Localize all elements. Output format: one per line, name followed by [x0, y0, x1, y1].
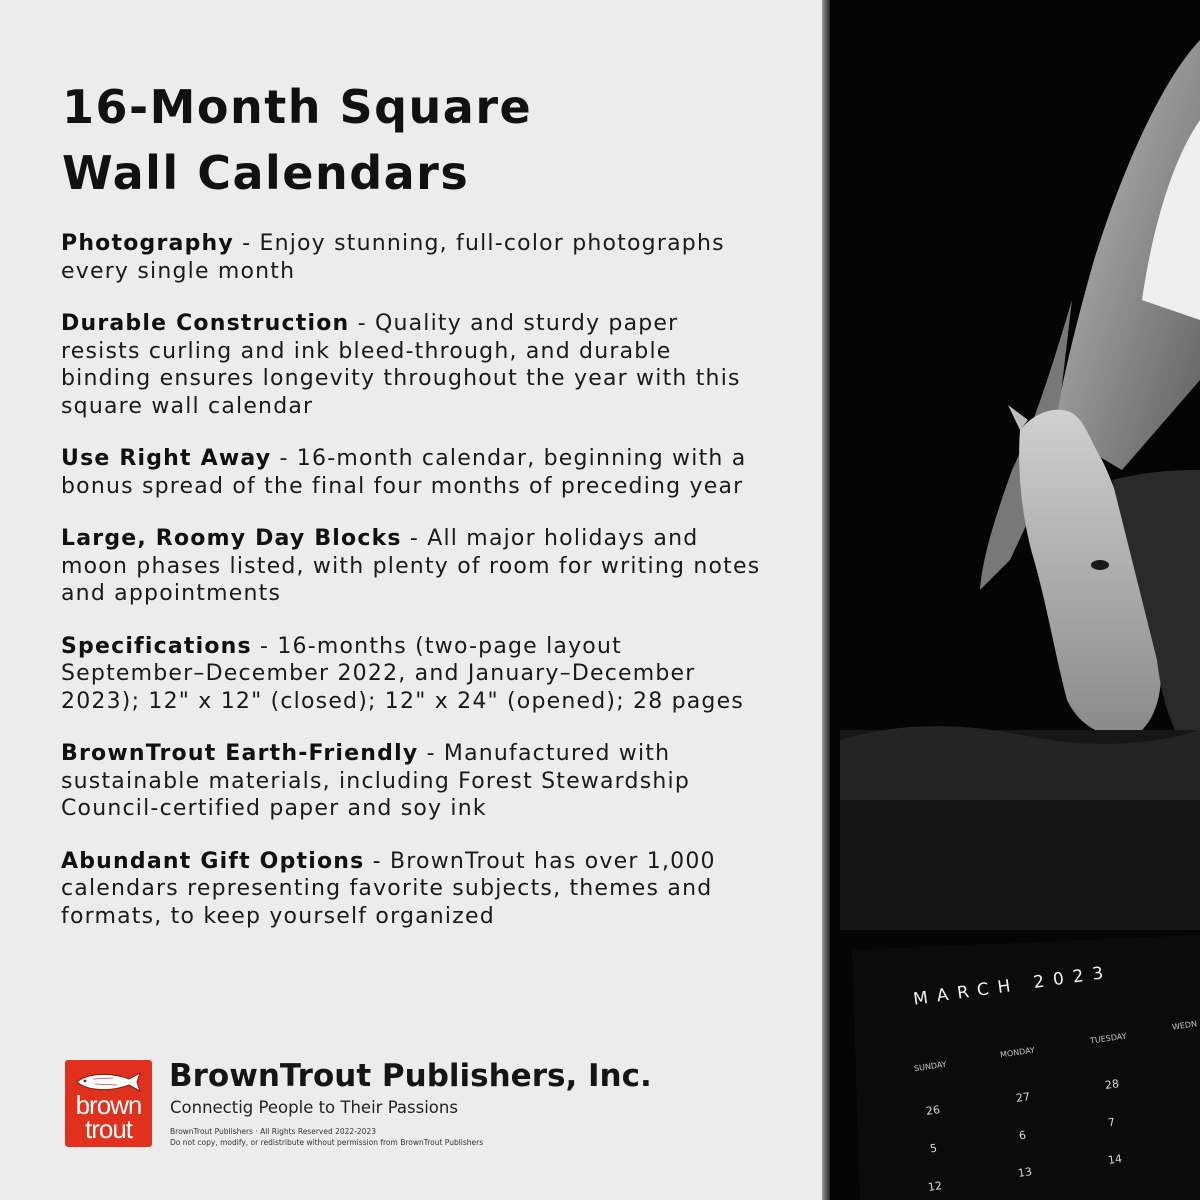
- calendar-day: 13: [1017, 1165, 1033, 1180]
- copyright-line: BrownTrout Publishers · All Rights Reserved 2022-2023: [170, 1127, 376, 1136]
- feature-item: [61, 230, 761, 285]
- feature-text: - 16-month calendar, beginning with a bonus spread of the final four months of preceding year: [61, 446, 747, 499]
- weekday-label: MONDAY: [999, 1045, 1036, 1060]
- title-line-1: 16-Month Square: [62, 80, 533, 134]
- feature-text: - 16-months (two-page layout September–December 2022, and January–December 2023); 12" x 12" (closed); 12" x 24" (opened); 28 pages: [61, 633, 744, 714]
- feature-list: [61, 230, 761, 955]
- browntrout-logo: [65, 1060, 152, 1147]
- feature-text: - Enjoy stunning, full-color photographs every single month: [61, 231, 725, 284]
- feature-item: [61, 740, 761, 823]
- calendar-day: 6: [1018, 1128, 1027, 1143]
- feature-item: [61, 848, 761, 931]
- feature-heading: Photography: [61, 231, 234, 256]
- feature-item: [61, 445, 761, 500]
- calendar-day: 14: [1107, 1152, 1123, 1167]
- calendar-month-title: MARCH 2023: [912, 962, 1114, 1010]
- horse-photo: [822, 0, 1200, 1200]
- feature-heading: Use Right Away: [61, 446, 272, 471]
- publisher-tagline: Connectig People to Their Passions: [170, 1098, 458, 1117]
- copyright-notice: [170, 1126, 483, 1148]
- feature-heading: Large, Roomy Day Blocks: [61, 526, 402, 551]
- weekday-label: SUNDAY: [913, 1059, 948, 1074]
- feature-heading: Durable Construction: [61, 311, 350, 336]
- feature-text: - Manufactured with sustainable materials, including Forest Stewardship Council-certified paper and soy ink: [61, 741, 690, 821]
- feature-heading: Specifications: [61, 633, 252, 659]
- weekday-label: TUESDAY: [1089, 1031, 1128, 1046]
- weekday-label: WEDN: [1171, 1019, 1198, 1032]
- calendar-day: 27: [1015, 1090, 1031, 1105]
- calendar-day: 26: [925, 1103, 941, 1118]
- feature-item: [61, 310, 761, 420]
- calendar-day: 5: [929, 1141, 938, 1156]
- title-line-2: Wall Calendars: [62, 146, 470, 200]
- feature-text: - BrownTrout has over 1,000 calendars representing favorite subjects, themes and formats, to keep yourself organized: [61, 848, 716, 929]
- calendar-day: 12: [927, 1179, 943, 1194]
- page-title: [62, 74, 532, 206]
- copyright-line: Do not copy, modify, or redistribute without permission from BrownTrout Publishers: [170, 1138, 484, 1147]
- logo-word-trout: trout: [84, 1114, 133, 1144]
- calendar-day: 28: [1104, 1077, 1120, 1092]
- calendar-photo-panel: [822, 0, 1200, 1200]
- logo-word-brown: brown: [75, 1090, 142, 1120]
- page-edge-divider: [822, 0, 830, 1200]
- feature-item: [61, 525, 761, 608]
- publisher-name: BrownTrout Publishers, Inc.: [169, 1058, 652, 1094]
- feature-item: [61, 633, 761, 716]
- feature-text: - Quality and sturdy paper resists curling and ink bleed-through, and durable binding ensures longevity throughout the year with this square wall calendar: [61, 311, 741, 419]
- feature-text: - All major holidays and moon phases listed, with plenty of room for writing notes and appointments: [61, 526, 761, 606]
- feature-heading: BrownTrout Earth-Friendly: [61, 741, 419, 766]
- feature-heading: Abundant Gift Options: [61, 848, 365, 874]
- calendar-day: 7: [1107, 1115, 1116, 1130]
